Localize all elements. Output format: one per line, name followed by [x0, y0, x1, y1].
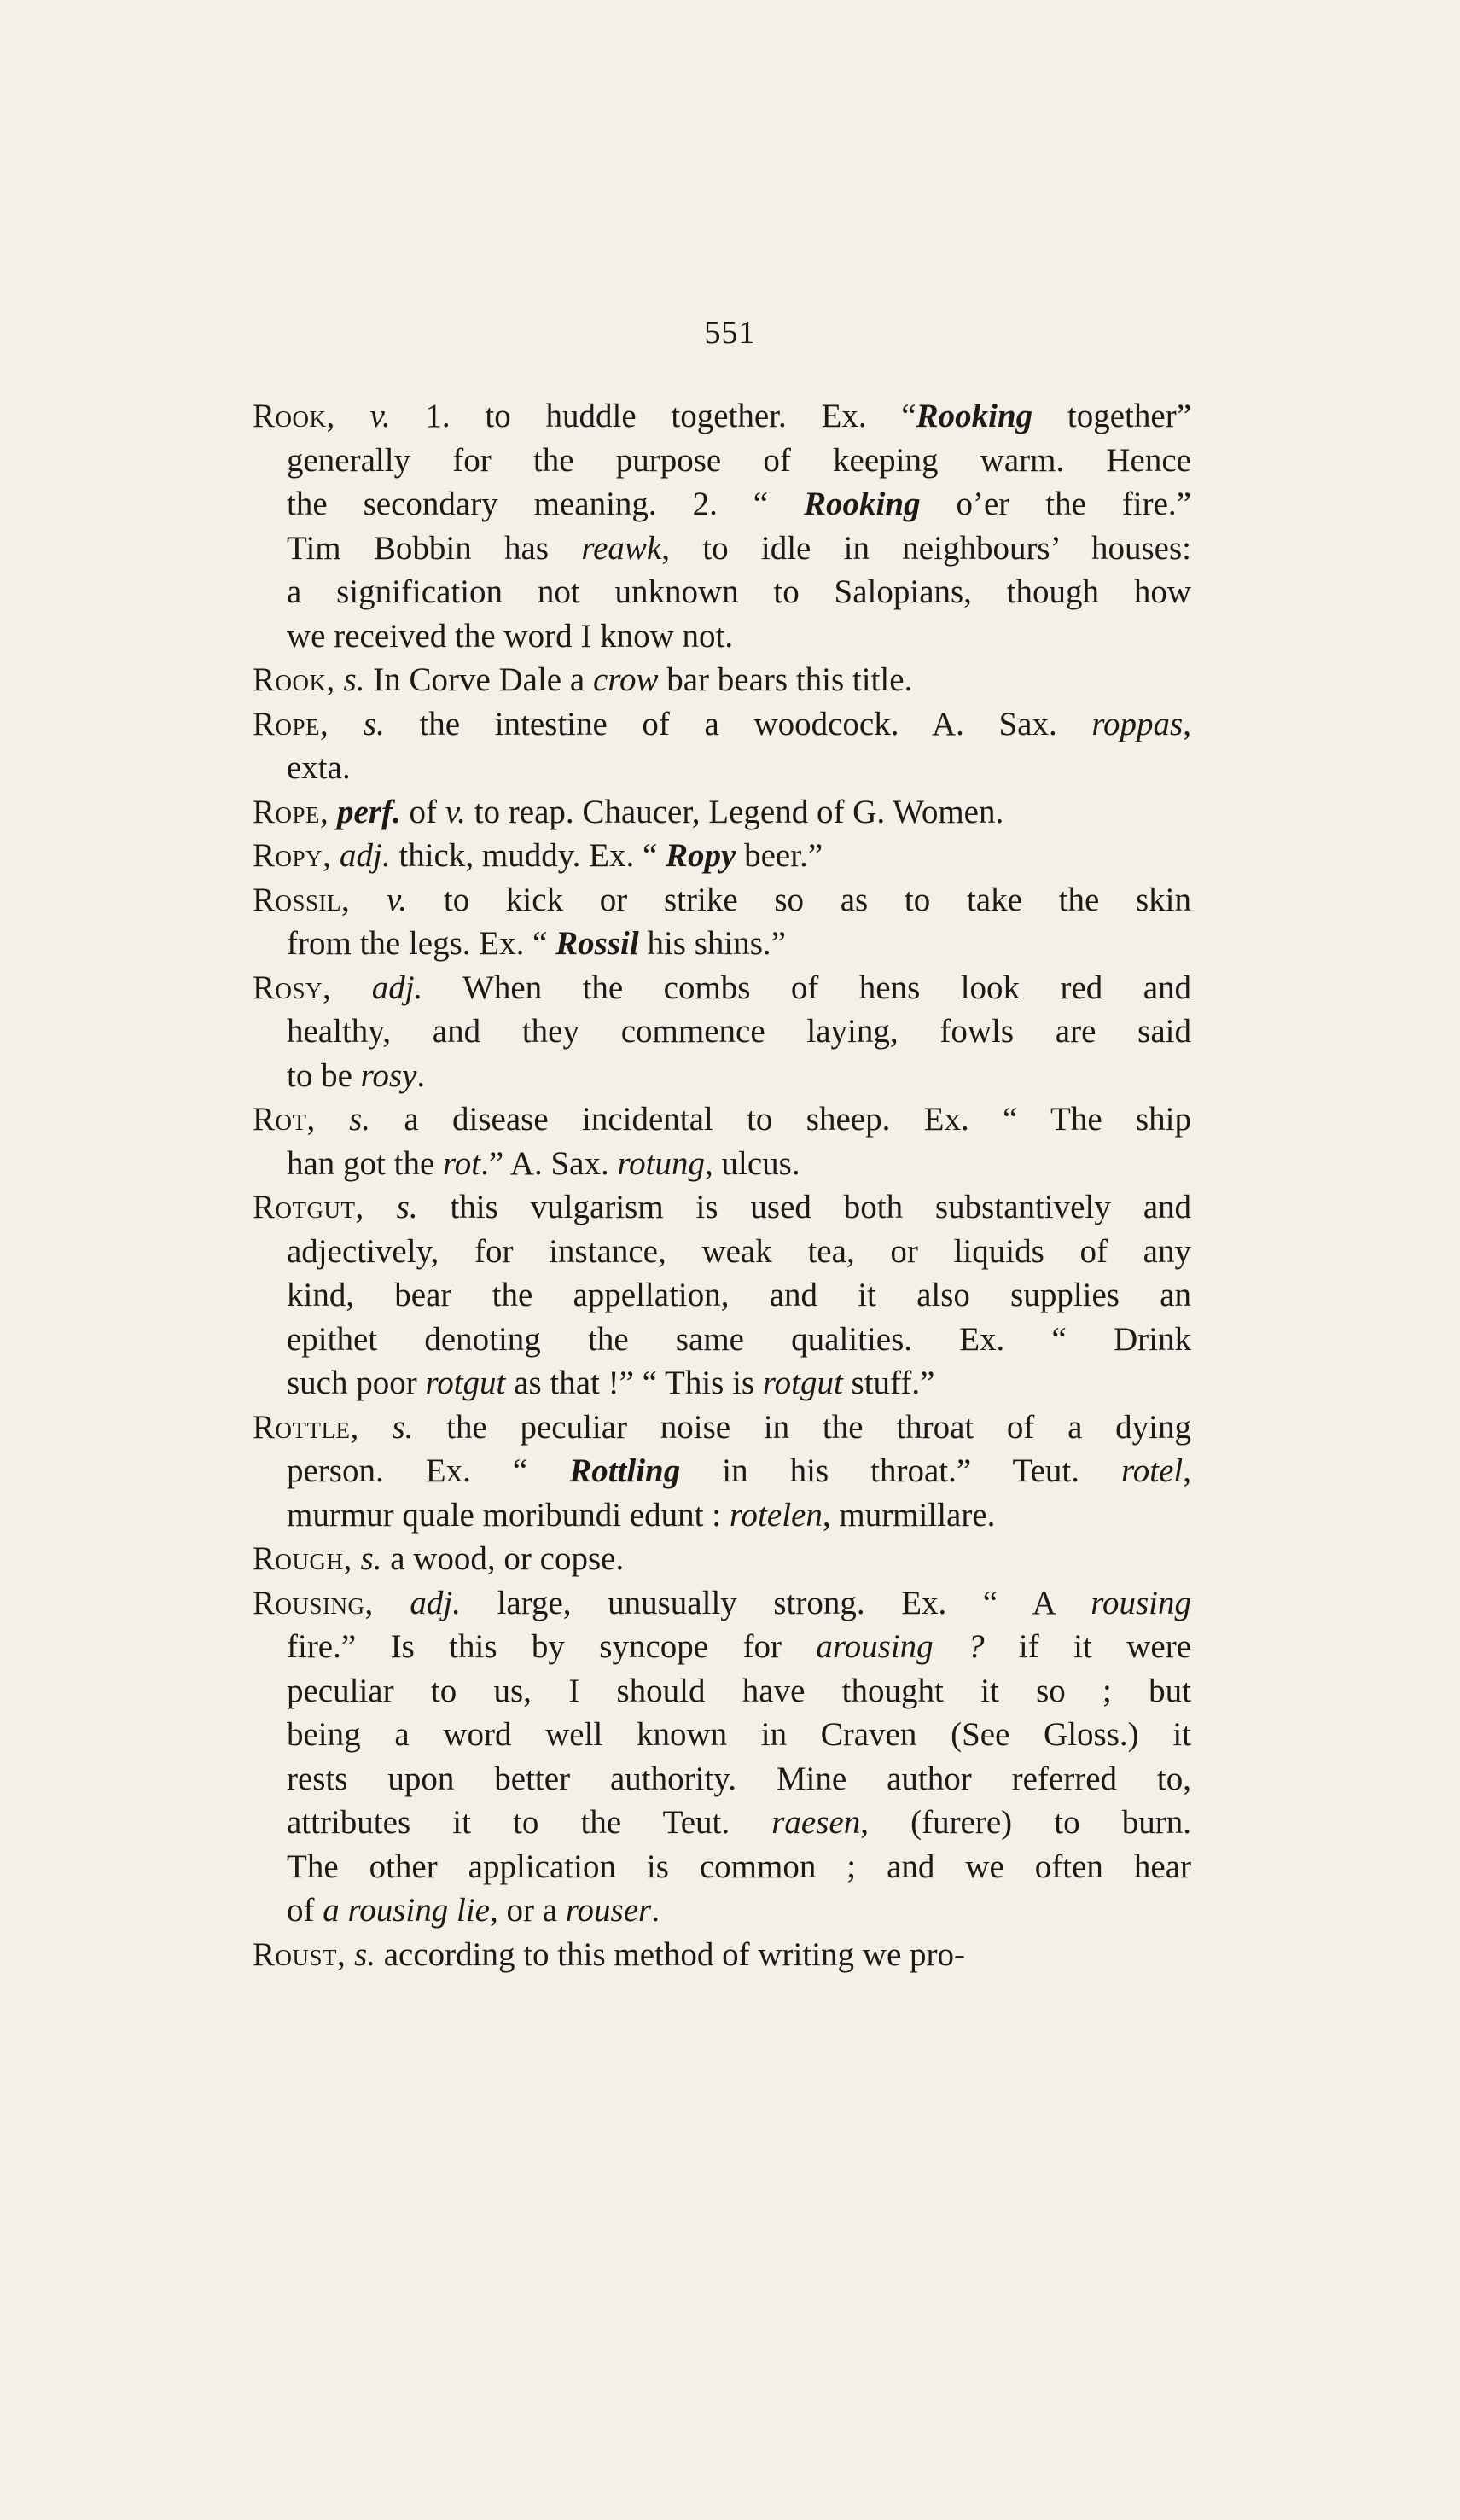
text-run: from the legs. Ex. “	[287, 925, 556, 962]
text-run	[350, 882, 387, 918]
italic-text: s.	[349, 1101, 371, 1138]
entry-line	[253, 1493, 1191, 1538]
text-run: as that !” “ This is	[505, 1365, 763, 1401]
entry-line	[253, 658, 1191, 702]
entry-line	[253, 1889, 1191, 1933]
italic-text: a rousing lie	[323, 1892, 490, 1929]
glossary-entry-rotgut	[253, 1185, 1191, 1405]
text-run: together”	[1032, 398, 1192, 434]
entry-line	[253, 1449, 1191, 1493]
entry-line	[253, 439, 1191, 483]
text-run: generally for the purpose of keeping warm. Hence	[287, 441, 1191, 479]
text-run: , (furere) to burn.	[860, 1804, 1191, 1841]
headword: Rope,	[253, 793, 329, 830]
text-run	[359, 1409, 393, 1446]
example-word: Rooking	[916, 398, 1033, 434]
text-run: a wood, or copse.	[381, 1540, 625, 1577]
text-run	[374, 1585, 410, 1621]
text-run: rests upon better authority. Mine author referred to,	[287, 1760, 1191, 1797]
glossary-entry-ropy	[253, 834, 1191, 878]
glossary-entry-rosy	[253, 966, 1191, 1098]
entry-line	[253, 1142, 1191, 1186]
entry-line	[253, 834, 1191, 878]
italic-text: rotgut	[425, 1365, 506, 1401]
italic-text: raesen	[771, 1804, 861, 1841]
italic-text: v.	[445, 793, 466, 830]
text-run: stuff.”	[842, 1365, 935, 1401]
text-run: bar bears this title.	[658, 661, 913, 698]
text-run: .	[651, 1892, 660, 1929]
text-run: healthy, and they commence laying, fowls are said	[287, 1013, 1191, 1050]
text-run	[331, 969, 371, 1006]
example-word: Rottling	[569, 1452, 681, 1489]
entry-line	[253, 1669, 1191, 1714]
text-run: .” A. Sax.	[480, 1144, 618, 1182]
text-run	[352, 1540, 361, 1577]
entry-line	[253, 1757, 1191, 1801]
text-run: of	[400, 793, 445, 830]
text-run: murmur quale moribundi edunt :	[287, 1496, 730, 1534]
glossary-entry-rope-perf	[253, 790, 1191, 835]
text-run: to kick or strike so as to take the skin	[407, 881, 1192, 918]
entry-line	[253, 878, 1191, 922]
italic-text: v.	[387, 881, 408, 918]
italic-text: adj.	[410, 1584, 461, 1621]
entry-line	[253, 1537, 1191, 1581]
text-run: o’er the fire.”	[920, 486, 1191, 522]
entry-line	[253, 570, 1191, 614]
text-run: , murmillare.	[822, 1496, 996, 1534]
text-run: , or a	[489, 1892, 566, 1929]
text-run: peculiar to us, I should have thought it so ; but	[287, 1672, 1191, 1709]
entry-line	[253, 394, 1191, 439]
entry-line	[253, 1361, 1191, 1405]
text-run: adjectively, for instance, weak tea, or liquids of any	[287, 1232, 1191, 1270]
italic-text: roppas	[1091, 705, 1184, 742]
text-run: a signification not unknown to Salopians, though how	[287, 573, 1191, 610]
headword: Rottle,	[253, 1408, 359, 1446]
glossary-entry-rossil	[253, 878, 1191, 966]
text-run: han got the	[287, 1144, 444, 1182]
headword: Roust,	[253, 1935, 346, 1973]
entry-line	[253, 1801, 1191, 1845]
entry-line	[253, 1230, 1191, 1274]
text-run	[364, 1189, 397, 1225]
italic-text: arousing ?	[816, 1628, 985, 1665]
text-run: if it were	[984, 1628, 1192, 1665]
entry-line	[253, 527, 1191, 571]
italic-text: v.	[369, 398, 391, 434]
italic-text: s.	[343, 661, 365, 698]
text-run: , to idle in neighbours’ houses:	[661, 529, 1191, 567]
text-run: , ulcus.	[705, 1144, 800, 1182]
glossary-entry-rousing	[253, 1581, 1191, 1933]
text-run: person. Ex. “	[287, 1452, 570, 1489]
text-run: his shins.”	[638, 925, 786, 962]
text-run: being a word well known in Craven (See Gloss.) it	[287, 1716, 1191, 1753]
entry-line	[253, 1097, 1191, 1142]
headword: Ropy,	[253, 837, 332, 874]
entry-line	[253, 1273, 1191, 1318]
entry-line	[253, 1318, 1191, 1362]
text-run: the peculiar noise in the throat of a dying	[413, 1408, 1191, 1446]
entry-line	[253, 1581, 1191, 1626]
text-run: in his throat.” Teut.	[680, 1452, 1122, 1489]
entry-line	[253, 614, 1191, 659]
text-run: to be	[287, 1056, 361, 1094]
text-run: the intestine of a woodcock. A. Sax.	[384, 705, 1092, 742]
italic-text: crow	[592, 661, 659, 698]
text-run	[346, 1936, 354, 1973]
glossary-entry-rook-v	[253, 394, 1191, 658]
headword: Rot,	[253, 1101, 316, 1138]
entry-line	[253, 966, 1191, 1010]
italic-text: adj.	[371, 969, 423, 1006]
entry-line	[253, 1625, 1191, 1669]
italic-text: rotgut	[762, 1365, 843, 1401]
italic-text: rotelen	[729, 1496, 823, 1534]
italic-text: adj.	[340, 837, 391, 874]
headword: Rosy,	[253, 969, 332, 1006]
text-run: .	[416, 1056, 426, 1094]
example-word: Rossil	[555, 925, 639, 962]
italic-text: rouser	[565, 1892, 652, 1929]
glossary-entry-rough	[253, 1537, 1191, 1581]
italic-text: s.	[360, 1540, 382, 1577]
italic-text: rosy	[360, 1056, 417, 1094]
text-run: In Corve Dale a	[364, 661, 593, 698]
italic-text: rotung	[617, 1144, 706, 1182]
entry-line	[253, 922, 1191, 966]
headword: Rope,	[253, 705, 329, 742]
italic-text: reawk	[581, 529, 662, 567]
glossary-entry-rope-s	[253, 702, 1191, 790]
text-run: ,	[1183, 705, 1191, 742]
entry-line	[253, 1933, 1191, 1977]
text-run: to reap. Chaucer, Legend of G. Women.	[465, 793, 1004, 830]
text-run	[329, 706, 364, 742]
text-run: such poor	[287, 1365, 426, 1401]
text-run	[329, 794, 337, 830]
text-run: this vulgarism is used both substantively and	[417, 1189, 1192, 1225]
italic-text: s.	[363, 705, 385, 742]
entry-line	[253, 1054, 1191, 1098]
headword: Rough,	[253, 1540, 352, 1577]
example-word: Rooking	[804, 486, 921, 522]
headword: Rook,	[253, 661, 335, 698]
glossary-entry-roust	[253, 1933, 1191, 1977]
italic-text: s.	[392, 1408, 414, 1446]
text-run: large, unusually strong. Ex. “ A	[460, 1584, 1091, 1621]
text-run: fire.” Is this by syncope for	[287, 1628, 817, 1665]
glossary-entry-rook-s	[253, 658, 1191, 702]
entry-line	[253, 790, 1191, 835]
entry-line	[253, 1010, 1191, 1054]
text-run: Tim Bobbin has	[287, 529, 582, 567]
entry-line	[253, 702, 1191, 747]
text-run: of	[287, 1892, 323, 1929]
text-run: epithet denoting the same qualities. Ex. “ Drink	[287, 1320, 1191, 1358]
italic-text: rotel	[1121, 1452, 1184, 1489]
text-run: a disease incidental to sheep. Ex. “ The ship	[370, 1101, 1191, 1138]
glossary-entry-rottle	[253, 1405, 1191, 1538]
entry-line	[253, 746, 1191, 790]
text-run: according to this method of writing we pro-	[375, 1935, 965, 1973]
headword: Rotgut,	[253, 1189, 364, 1225]
text-run: we received the word I know not.	[287, 617, 734, 655]
glossary-entry-rot	[253, 1097, 1191, 1185]
text-run: The other application is common ; and we often hear	[287, 1848, 1191, 1885]
entry-line	[253, 1185, 1191, 1230]
entry-line	[253, 1405, 1191, 1450]
italic-text: s.	[354, 1935, 375, 1973]
entry-line	[253, 1713, 1191, 1757]
italic-text: s.	[396, 1189, 418, 1225]
text-run: exta.	[287, 749, 351, 786]
text-run: kind, bear the appellation, and it also supplies an	[287, 1277, 1191, 1313]
italic-text: rousing	[1091, 1584, 1191, 1621]
text-run: ,	[1183, 1452, 1191, 1489]
text-run: beer.”	[736, 837, 823, 874]
glossary-entries	[253, 394, 1191, 1976]
italic-text: rot	[443, 1144, 481, 1182]
headword: Rousing,	[253, 1584, 374, 1621]
text-run: the secondary meaning. 2. “	[287, 486, 805, 522]
text-run	[335, 398, 370, 434]
headword: Rook,	[253, 398, 335, 434]
entry-line	[253, 1845, 1191, 1889]
text-run	[316, 1101, 349, 1138]
page-number: 551	[704, 315, 756, 351]
text-run: 1. to huddle together. Ex. “	[390, 398, 916, 434]
text-run	[331, 837, 340, 874]
headword: Rossil,	[253, 881, 351, 918]
example-word: perf.	[337, 793, 401, 830]
entry-line	[253, 482, 1191, 527]
text-run: When the combs of hens look red and	[422, 969, 1192, 1006]
example-word: Ropy	[666, 837, 736, 874]
text-run: thick, muddy. Ex. “	[390, 837, 666, 874]
text-run: attributes it to the Teut.	[287, 1804, 772, 1841]
text-run	[335, 661, 344, 698]
